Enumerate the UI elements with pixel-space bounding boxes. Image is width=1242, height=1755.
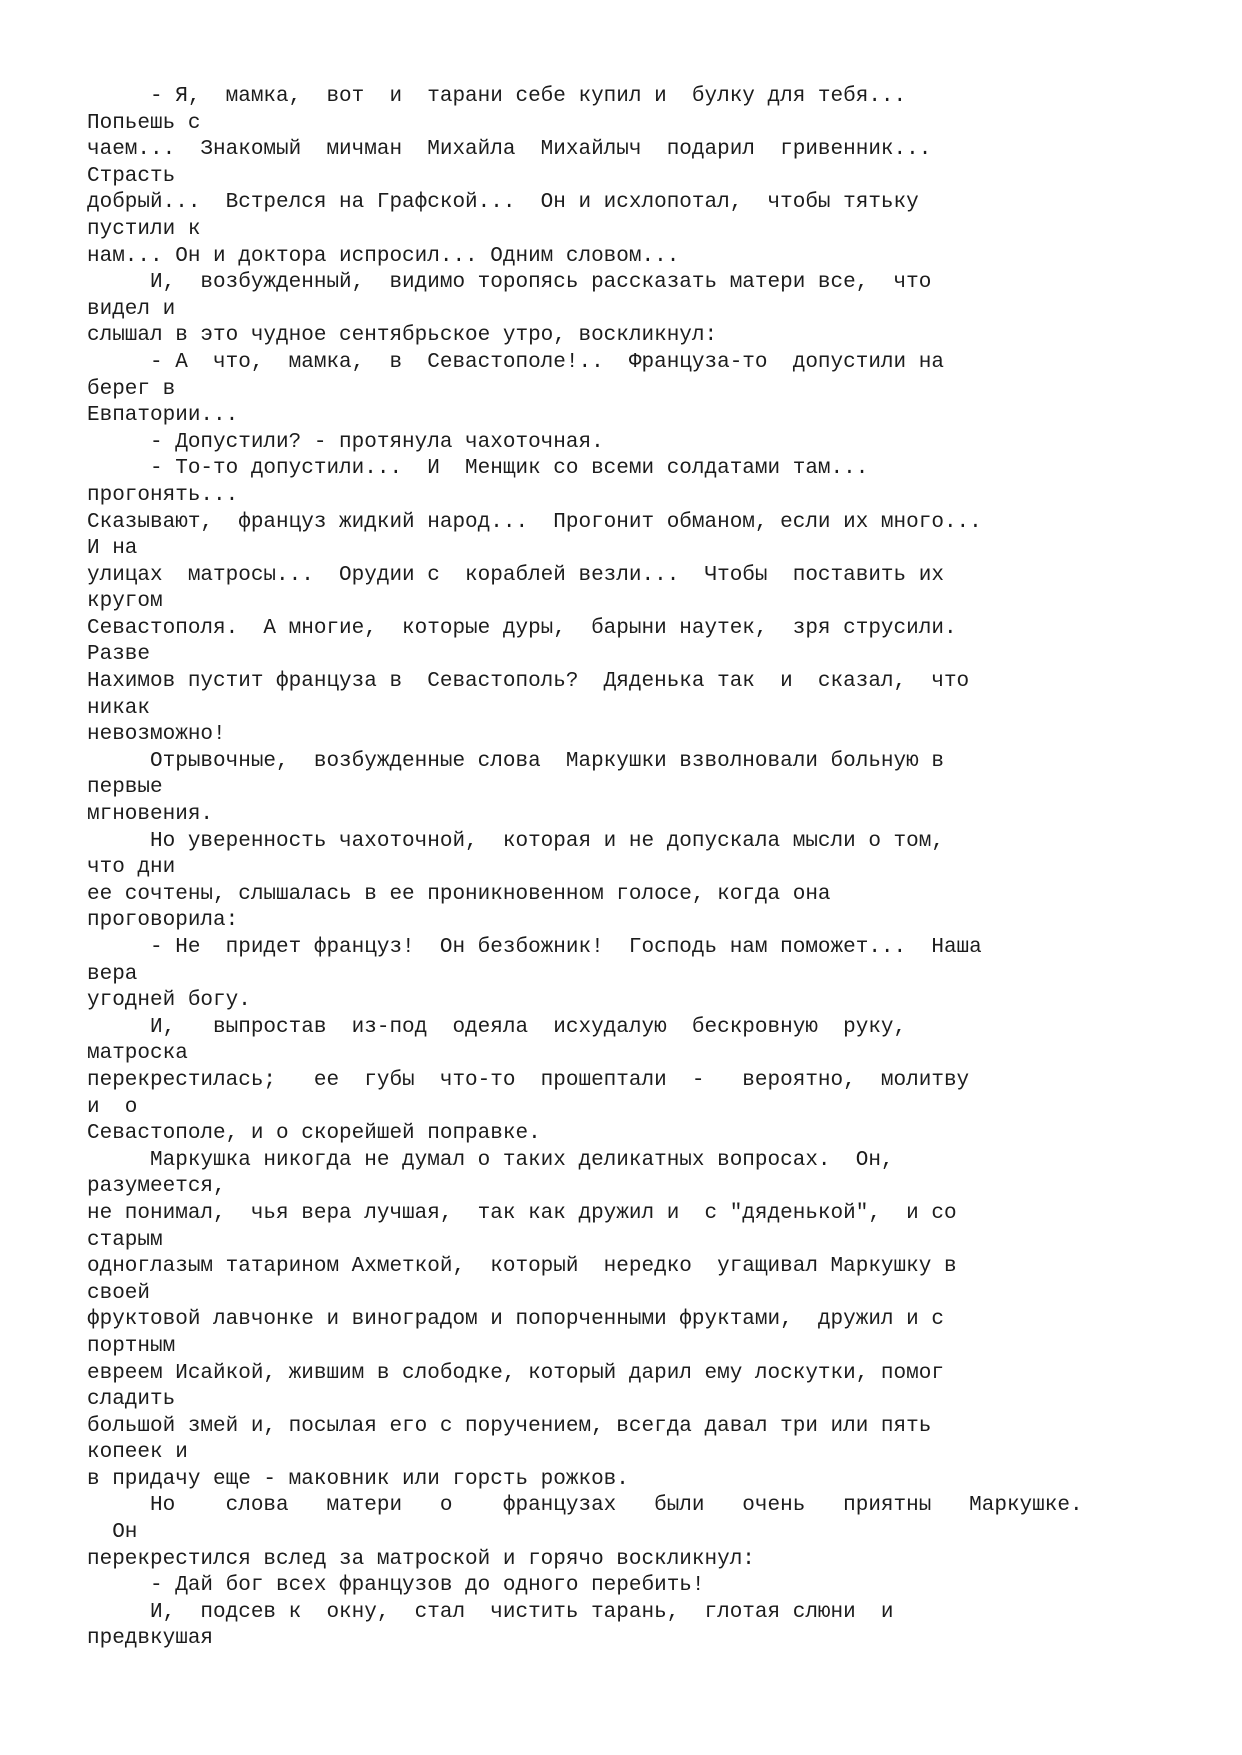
text-line: кругом (87, 590, 163, 614)
text-line: перекрестилась; ее губы что-то прошептали - вероятно, молитву (87, 1068, 970, 1092)
text-line: Разве (87, 643, 151, 667)
text-line: старым (87, 1228, 163, 1252)
text-line: - Не придет француз! Он безбожник! Господь нам поможет... Наша (87, 936, 982, 959)
text-line: Сказывают, француз жидкий народ... Прогонит обманом, если их много... (87, 510, 982, 534)
text-line: не понимал, чья вера лучшая, так как дружил и с "дяденькой", и со (87, 1201, 957, 1225)
text-line: - Дай бог всех французов до одного перебить! (87, 1574, 705, 1598)
text-line: евреем Исайкой, жившим в слободке, который дарил ему лоскутки, помог (87, 1361, 944, 1385)
text-line: И, выпростав из-под одеяла исхудалую бескровную руку, (87, 1015, 907, 1039)
text-line: Попьешь с (87, 111, 201, 135)
text-line (87, 1653, 1207, 1680)
text-line: И, возбужденный, видимо торопясь рассказать матери все, что (87, 271, 932, 295)
document-page (87, 84, 1207, 1680)
text-line: проговорила: (87, 909, 239, 933)
text-line: прогонять... (87, 483, 239, 507)
text-line: первые (87, 776, 163, 800)
text-line: Нахимов пустит француза в Севастополь? Дяденька так и сказал, что (87, 670, 970, 694)
text-line: угодней богу. (87, 989, 251, 1013)
text-line: Но слова матери о французах были очень приятны Маркушке. (87, 1494, 1083, 1518)
text-line: в придачу еще - маковник или горсть рожков. (87, 1467, 629, 1491)
text-line: пустили к (87, 217, 201, 241)
text-line: Севастополя. А многие, которые дуры, барыни наутек, зря струсили. (87, 616, 957, 640)
text-line: - То-то допустили... И Менщик со всеми солдатами там... (87, 457, 869, 481)
text-line: Маркушка никогда не думал о таких деликатных вопросах. Он, (87, 1148, 894, 1172)
text-line: Севастополе, и о скорейшей поправке. (87, 1122, 541, 1146)
text-line: предвкушая (87, 1627, 214, 1651)
text-line: сладить (87, 1388, 176, 1412)
text-line: - Я, мамка, вот и тарани себе купил и булку для тебя... (87, 85, 907, 108)
text-line: невозможно! (87, 723, 226, 747)
text-line: перекрестился вслед за матроской и горячо воскликнул: (87, 1547, 755, 1571)
text-line: И на (87, 537, 138, 561)
text-line: Но уверенность чахоточной, которая и не допускала мысли о том, (87, 829, 944, 853)
text-line: фруктовой лавчонке и виноградом и попорченными фруктами, дружил и с (87, 1308, 944, 1332)
text-line: копеек и (87, 1441, 188, 1465)
text-line: Он (87, 1521, 138, 1545)
text-line: Страсть (87, 164, 176, 188)
text-line: Отрывочные, возбужденные слова Маркушки взволновали больную в (87, 749, 944, 773)
text-line: разумеется, (87, 1175, 226, 1199)
text-line: мгновения. (87, 803, 214, 827)
text-line: никак (87, 696, 151, 720)
text-line: портным (87, 1334, 176, 1358)
text-line: улицах матросы... Орудии с кораблей везли... Чтобы поставить их (87, 563, 944, 587)
text-line: вера (87, 962, 138, 986)
text-line: нам... Он и доктора испросил... Одним словом... (87, 244, 680, 268)
text-line: одноглазым татарином Ахметкой, который нередко угащивал Маркушку в (87, 1255, 957, 1279)
text-line: ее сочтены, слышалась в ее проникновенном голосе, когда она (87, 882, 831, 906)
text-line: что дни (87, 856, 176, 880)
text-line: чаем... Знакомый мичман Михайла Михайлыч подарил гривенник... (87, 138, 932, 162)
text-line: матроска (87, 1042, 188, 1066)
text-line: добрый... Встрелся на Графской... Он и исхлопотал, чтобы тятьку (87, 191, 919, 215)
text-line: своей (87, 1281, 151, 1305)
text-line: И, подсев к окну, стал чистить тарань, глотая слюни и (87, 1600, 894, 1624)
text-line: берег в (87, 377, 176, 401)
text-line: большой змей и, посылая его с поручением, всегда давал три или пять (87, 1414, 932, 1438)
text-line: слышал в это чудное сентябрьское утро, воскликнул: (87, 324, 718, 348)
text-line: видел и (87, 297, 176, 321)
text-line: Евпатории... (87, 404, 239, 428)
text-line: - А что, мамка, в Севастополе!.. Француза-то допустили на (87, 350, 944, 374)
text-line: и о (87, 1095, 138, 1119)
text-line: - Допустили? - протянула чахоточная. (87, 430, 604, 454)
